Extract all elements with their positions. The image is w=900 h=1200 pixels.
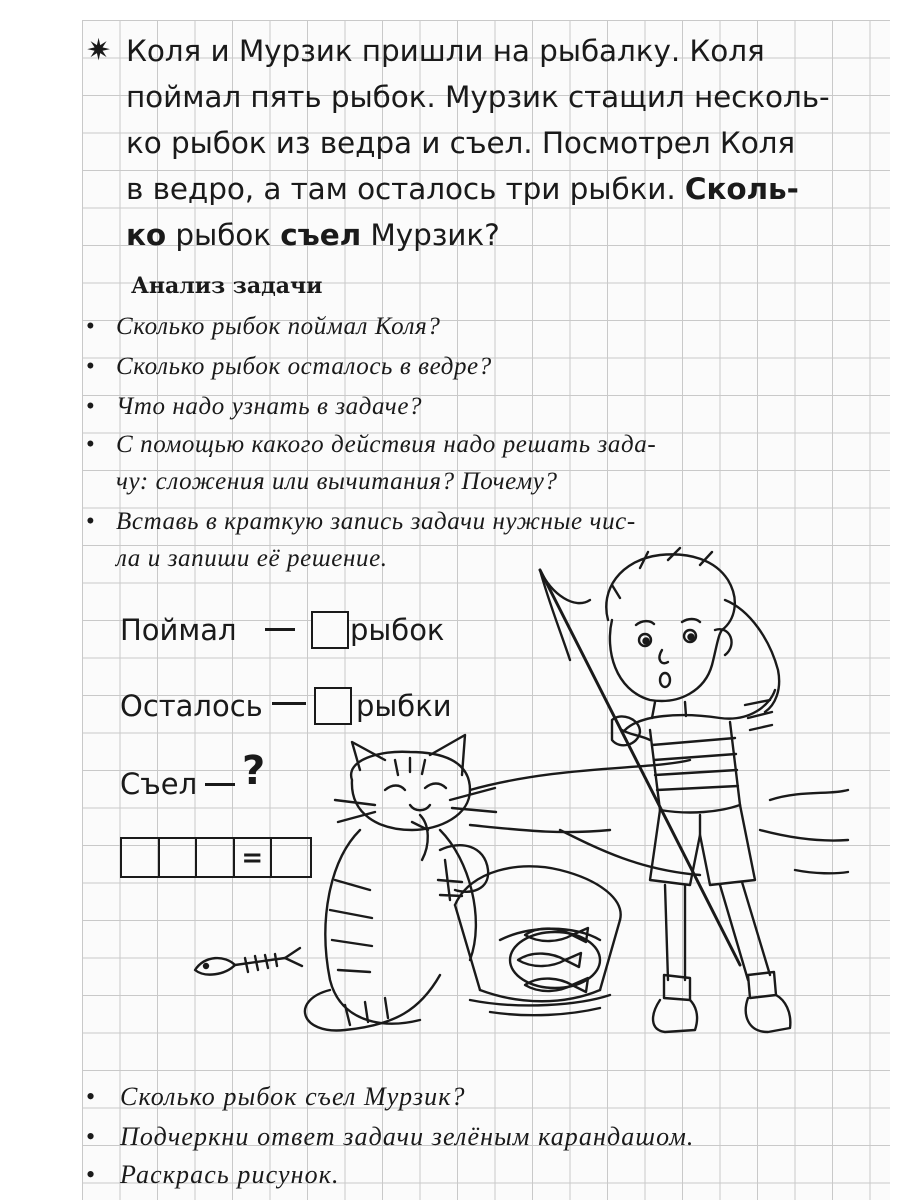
question-text: Что надо узнать в задаче? [116,393,423,420]
bullet: • [86,353,96,380]
bullet: • [86,1082,97,1111]
record-caught-label: Поймал [120,613,237,647]
bullet: • [86,1160,97,1189]
task-line-1: Коля и Мурзик пришли на рыбалку. Коля [126,34,765,68]
bullet: • [86,431,96,458]
task-line-5-bold-2: съел [280,218,362,252]
analysis-heading: Анализ задачи [131,273,323,299]
task-line-2: поймал пять рыбок. Мурзик стащил несколь- [126,80,830,114]
task-line-5-text-2: Мурзик? [361,218,500,252]
question-text: Вставь в краткую запись задачи нужные чис- [116,508,636,535]
analysis-question-4-continuation: чу: сложения или вычитания? Почему? [116,468,558,495]
bottom-item-text: Сколько рыбок съел Мурзик? [120,1082,466,1111]
bullet: • [86,313,96,340]
bullet: • [86,508,96,535]
task-line-3: ко рыбок из ведра и съел. Посмотрел Коля [126,126,796,160]
task-line-4-bold: Сколь- [684,172,799,206]
bottom-item-1 [86,1082,466,1112]
bottom-item-text: Раскрась рисунок. [120,1160,340,1189]
record-left-unit: рыбки [356,689,452,723]
analysis-question-5-continuation: ла и запиши её решение. [116,545,388,572]
cat-icon [305,735,496,1030]
bottom-item-text: Подчеркни ответ задачи зелёным карандашом. [120,1122,695,1151]
record-ate-label: Съел [120,767,198,801]
bullet: • [86,1122,97,1151]
bottom-item-2 [86,1122,695,1152]
task-line-4-text: в ведро, а там осталось три рыбки. [126,172,685,206]
task-line-5-text-1: рыбок [166,218,281,252]
record-caught-unit: рыбок [350,613,445,647]
bottom-item-3 [86,1160,340,1190]
record-left-label: Осталось [120,689,263,723]
question-text: Сколько рыбок осталось в ведре? [116,353,492,380]
equation-sign: = [235,839,273,876]
star-icon: ✷ [86,33,112,68]
boy-icon [540,548,790,1032]
question-text: Сколько рыбок поймал Коля? [116,313,441,340]
question-text: С помощью какого действия надо решать зада- [116,431,657,458]
task-line-5-bold-1: ко [126,218,167,252]
bullet: • [86,393,96,420]
record-question-mark: ? [242,748,266,794]
fish-bone-icon [195,948,302,975]
